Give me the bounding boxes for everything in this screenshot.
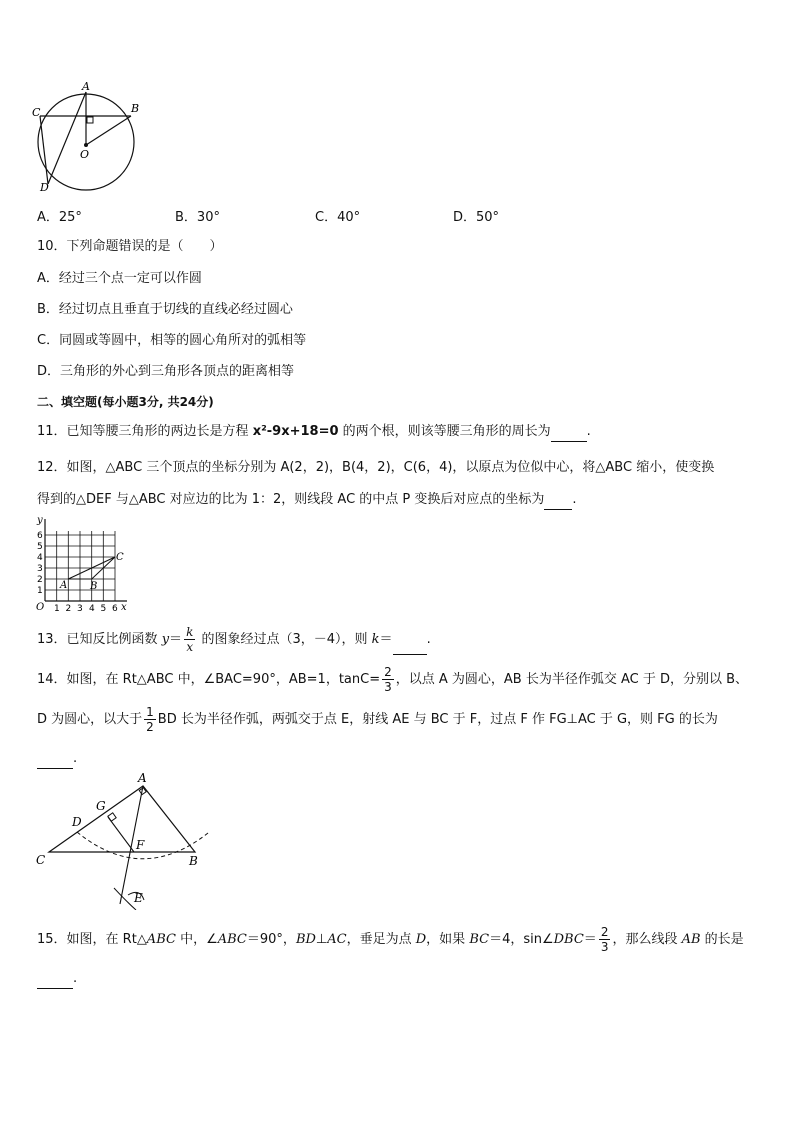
q12-line2: [37, 489, 577, 510]
q14-answer-blank[interactable]: [37, 748, 73, 769]
q13-text-c: ＝: [379, 632, 393, 647]
q15-line2: [37, 968, 77, 989]
q13-answer-blank[interactable]: [393, 634, 427, 655]
q15-line1: [37, 925, 744, 955]
origin-label: O: [36, 602, 45, 613]
q15-angle-abc: ABC: [217, 932, 247, 947]
q13-text-a: 13．已知反比例函数: [37, 632, 162, 647]
q15-sin-denominator: 3: [600, 940, 609, 954]
q15-text-g: ＝: [583, 932, 597, 947]
q14-line1: [37, 665, 748, 695]
q15-text-h: ，那么线段: [612, 932, 682, 947]
q9-option-b[interactable]: B．30°: [175, 210, 220, 225]
y-tick: 2: [37, 575, 43, 585]
circle-figure: [30, 78, 150, 198]
q14-tan-denominator: 3: [384, 680, 392, 694]
q13-y: y: [161, 632, 170, 647]
q14-end: .: [73, 751, 78, 766]
q15-text-f: ＝4，sin∠: [489, 932, 554, 947]
q9-option-d[interactable]: D．50°: [453, 210, 500, 225]
q14-half-denominator: 2: [146, 720, 154, 734]
q13-text-b: 的图象经过点（3，－4），则: [197, 632, 372, 647]
q11-equation: x²-9x+18=0: [252, 424, 339, 439]
label-D: D: [40, 181, 49, 194]
q11-text-b: 的两个根，则该等腰三角形的周长为: [338, 424, 551, 439]
label-C: C: [32, 106, 41, 119]
q13-end: .: [426, 632, 431, 647]
label-F: F: [136, 838, 145, 852]
label-E: E: [134, 891, 143, 905]
q15-bc: BC: [469, 932, 490, 947]
q15-sin-fraction: [599, 925, 611, 954]
y-tick: 1: [37, 586, 43, 596]
q15-angle-dbc: DBC: [553, 932, 584, 947]
q13-k: k: [371, 632, 380, 647]
label-B: B: [131, 102, 140, 115]
label-A: A: [82, 80, 90, 93]
q15-text-i: 的长是: [700, 932, 744, 947]
q14-text-c: D 为圆心，以大于: [37, 712, 143, 727]
q15-end: .: [73, 971, 78, 986]
coordinate-grid-figure: [33, 513, 143, 615]
q14-line3: [37, 748, 77, 769]
x-tick: 4: [89, 604, 95, 614]
q10-option-d[interactable]: D．三角形的外心到三角形各顶点的距离相等: [37, 364, 295, 379]
q11: [37, 421, 591, 442]
q11-text-a: 11．已知等腰三角形的两边长是方程: [37, 424, 253, 439]
q13-eq: ＝: [169, 632, 183, 647]
y-axis-label: y: [37, 515, 43, 526]
q10-option-b[interactable]: B．经过切点且垂直于切线的直线必经过圆心: [37, 302, 293, 317]
q15-perp: ⊥: [315, 932, 328, 947]
section-title: 二、填空题(每小题3分, 共24分): [37, 395, 214, 409]
q15-text-e: ，如果: [426, 932, 470, 947]
q10-stem: 10．下列命题错误的是（ ）: [37, 239, 223, 254]
q15-text-d: ，垂足为点: [346, 932, 416, 947]
x-tick: 5: [100, 604, 107, 614]
q14-tan-numerator: 2: [384, 665, 392, 679]
q13-denominator: x: [186, 640, 194, 654]
q14-text-a: 14．如图，在 Rt△ABC 中，∠BAC=90°，AB=1，tanC=: [37, 672, 381, 687]
point-B-label: B: [90, 581, 98, 592]
point-A-label: A: [60, 580, 68, 591]
label-A: A: [138, 771, 147, 785]
y-tick: 4: [37, 553, 43, 563]
q9-option-c[interactable]: C．40°: [315, 210, 361, 225]
x-tick: 2: [65, 604, 72, 614]
q12-line1: 12．如图，△ABC 三个顶点的坐标分别为 A(2，2)，B(4，2)，C(6，4)，以原点为位似中心，将△ABC 缩小，使变换: [37, 460, 715, 475]
point-C-label: C: [116, 552, 124, 563]
x-tick: 1: [54, 604, 60, 614]
q12-answer-blank[interactable]: [544, 489, 572, 510]
q14-tan-fraction: [382, 665, 394, 694]
q15-ac: AC: [327, 932, 347, 947]
q14-half-fraction: [144, 705, 156, 734]
q14-text-d: BD 长为半径作弧，两弧交于点 E，射线 AE 与 BC 于 F，过点 F 作 FG⊥AC 于 G，则 FG 的长为: [157, 712, 718, 727]
triangle-construction-figure: [32, 770, 212, 910]
q15-bd: BD: [295, 932, 316, 947]
label-G: G: [96, 799, 106, 813]
q10-option-a[interactable]: A．经过三个点一定可以作圆: [37, 271, 202, 286]
q15-triangle: △ABC: [136, 932, 176, 947]
q10-option-c[interactable]: C．同圆或等圆中，相等的圆心角所对的弧相等: [37, 333, 307, 348]
q11-end: .: [586, 424, 591, 439]
q15-text-c: ＝90°，: [246, 932, 296, 947]
q13-numerator: k: [186, 625, 194, 639]
q15-ab: AB: [681, 932, 701, 947]
x-tick: 6: [112, 604, 118, 614]
q11-answer-blank[interactable]: [551, 421, 587, 442]
q12-end: .: [572, 492, 577, 507]
label-B: B: [189, 854, 198, 868]
q15-text-b: 中，∠: [175, 932, 218, 947]
q13-fraction: [184, 625, 195, 654]
y-tick: 5: [37, 542, 43, 552]
y-tick: 3: [37, 564, 43, 574]
q15-point-d: D: [415, 932, 427, 947]
q14-text-b: ，以点 A 为圆心，AB 长为半径作弧交 AC 于 D，分别以 B、: [395, 672, 749, 687]
q15-answer-blank[interactable]: [37, 968, 73, 989]
x-tick: 3: [77, 604, 83, 614]
q14-half-numerator: 1: [146, 705, 154, 719]
x-axis-label: x: [121, 602, 127, 613]
q9-options: [37, 206, 557, 226]
label-D: D: [72, 815, 82, 829]
label-O: O: [80, 148, 90, 161]
label-C: C: [36, 853, 46, 867]
q13: [37, 625, 431, 655]
y-tick: 6: [37, 531, 43, 541]
q15-text-a: 15．如图，在 Rt: [37, 932, 137, 947]
q9-option-a[interactable]: A．25°: [37, 210, 82, 225]
q15-sin-numerator: 2: [600, 925, 609, 939]
q12-text: 得到的△DEF 与△ABC 对应边的比为 1：2，则线段 AC 的中点 P 变换后对应点的坐标为: [37, 492, 545, 507]
q14-line2: [37, 705, 718, 735]
